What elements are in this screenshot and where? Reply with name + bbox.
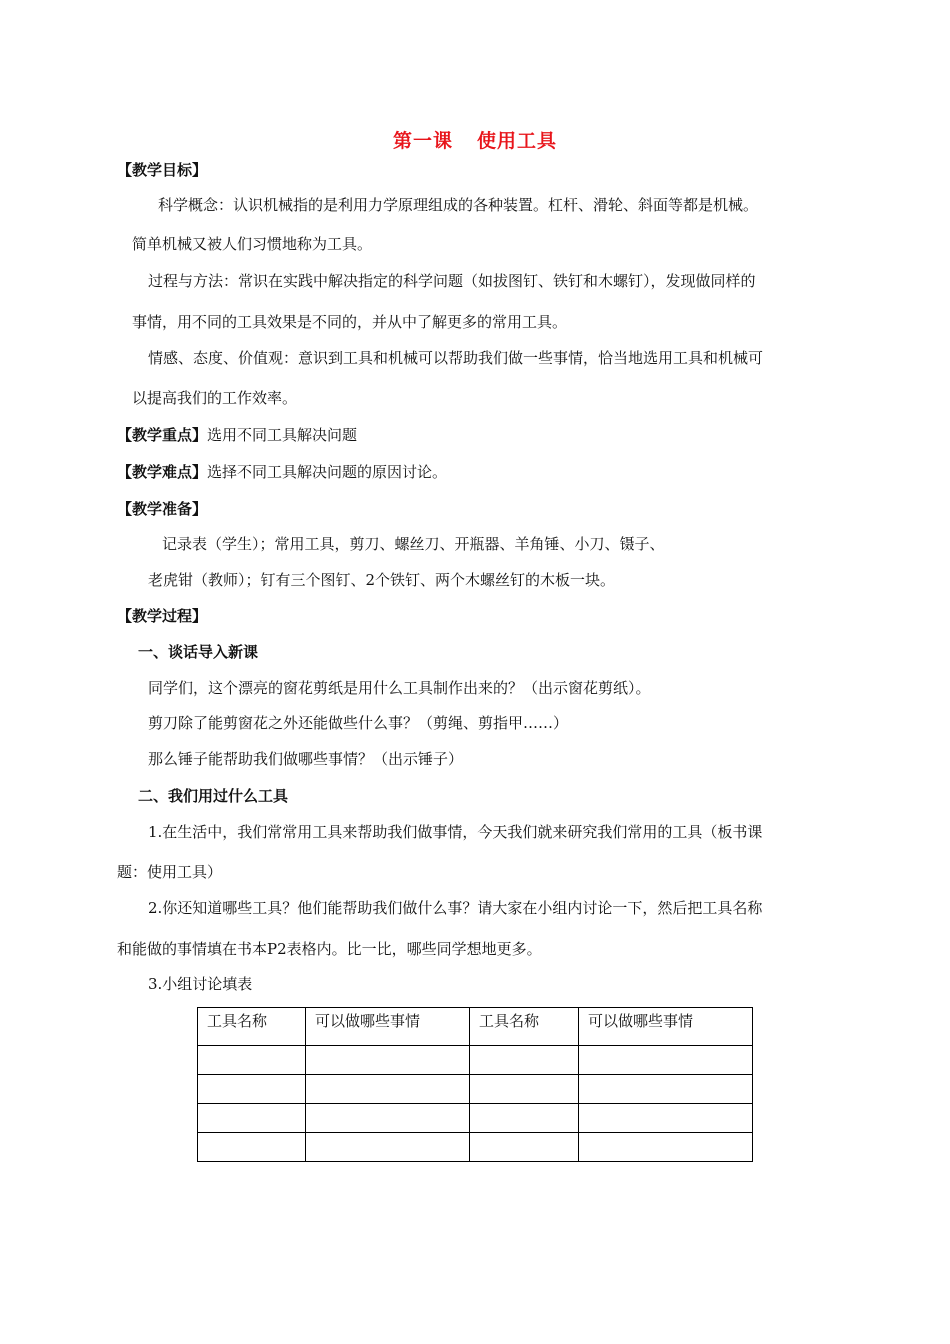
table-row bbox=[198, 1133, 753, 1162]
difficulty-header: 【教学难点】 bbox=[117, 463, 208, 481]
objectives-process-line2: 事情，用不同的工具效果是不同的，并从中了解更多的常用工具。 bbox=[132, 313, 568, 331]
section2-title: 二、我们用过什么工具 bbox=[138, 787, 289, 805]
section1-line1: 同学们，这个漂亮的窗花剪纸是用什么工具制作出来的？（出示窗花剪纸）。 bbox=[148, 679, 651, 697]
table-header-cell: 工具名称 bbox=[470, 1008, 579, 1046]
preparation-header: 【教学准备】 bbox=[117, 500, 208, 518]
lesson-title bbox=[0, 126, 950, 153]
key-point-text: 选用不同工具解决问题 bbox=[207, 426, 358, 444]
table-header-cell: 工具名称 bbox=[198, 1008, 306, 1046]
table-cell[interactable] bbox=[470, 1046, 579, 1075]
key-point bbox=[117, 425, 357, 445]
table-cell[interactable] bbox=[470, 1133, 579, 1162]
title-lesson-number: 第一课 bbox=[392, 130, 453, 152]
table-cell[interactable] bbox=[198, 1075, 306, 1104]
section2-item2-line1: 2.你还知道哪些工具？他们能帮助我们做什么事？请大家在小组内讨论一下，然后把工具名称 bbox=[148, 899, 763, 917]
objectives-process-line1: 过程与方法：常识在实践中解决指定的科学问题（如拔图钉、铁钉和木螺钉），发现做同样的 bbox=[148, 272, 756, 290]
preparation-line2: 老虎钳（教师）；钉有三个图钉、2个铁钉、两个木螺丝钉的木板一块。 bbox=[148, 571, 616, 589]
section2-item1-line1: 1.在生活中，我们常常用工具来帮助我们做事情，今天我们就来研究我们常用的工具（板书课 bbox=[148, 823, 763, 841]
title-lesson-name: 使用工具 bbox=[477, 130, 558, 152]
table-cell[interactable] bbox=[470, 1075, 579, 1104]
table-cell[interactable] bbox=[306, 1046, 470, 1075]
difficulty bbox=[117, 462, 447, 482]
table-cell[interactable] bbox=[579, 1075, 753, 1104]
objectives-header: 【教学目标】 bbox=[117, 161, 208, 179]
table-header-row bbox=[198, 1008, 753, 1046]
table-header-cell: 可以做哪些事情 bbox=[579, 1008, 753, 1046]
objectives-concept-line1: 科学概念：认识机械指的是利用力学原理组成的各种装置。杠杆、滑轮、斜面等都是机械。 bbox=[158, 196, 759, 214]
section2-item1-line2: 题：使用工具） bbox=[117, 863, 223, 881]
tools-table bbox=[197, 1007, 753, 1162]
section1-title: 一、谈话导入新课 bbox=[138, 643, 259, 661]
table-cell[interactable] bbox=[306, 1104, 470, 1133]
table-cell[interactable] bbox=[579, 1046, 753, 1075]
table-header-cell: 可以做哪些事情 bbox=[306, 1008, 470, 1046]
table-row bbox=[198, 1075, 753, 1104]
table-cell[interactable] bbox=[306, 1133, 470, 1162]
table-cell[interactable] bbox=[198, 1133, 306, 1162]
table-row bbox=[198, 1104, 753, 1133]
difficulty-text: 选择不同工具解决问题的原因讨论。 bbox=[207, 463, 448, 481]
table-cell[interactable] bbox=[198, 1104, 306, 1133]
section1-line3: 那么锤子能帮助我们做哪些事情？（出示锤子） bbox=[148, 750, 464, 768]
table-cell[interactable] bbox=[198, 1046, 306, 1075]
section1-line2: 剪刀除了能剪窗花之外还能做些什么事？（剪绳、剪指甲……） bbox=[148, 714, 569, 732]
key-point-header: 【教学重点】 bbox=[117, 426, 208, 444]
objectives-emotion-line1: 情感、态度、价值观：意识到工具和机械可以帮助我们做一些事情，恰当地选用工具和机械可 bbox=[148, 349, 764, 367]
section2-item3: 3.小组讨论填表 bbox=[148, 975, 253, 993]
section2-item2-line2: 和能做的事情填在书本P2表格内。比一比，哪些同学想地更多。 bbox=[117, 940, 542, 958]
process-header: 【教学过程】 bbox=[117, 607, 208, 625]
objectives-concept-line2: 简单机械又被人们习惯地称为工具。 bbox=[132, 235, 373, 253]
table-cell[interactable] bbox=[579, 1133, 753, 1162]
table-cell[interactable] bbox=[470, 1104, 579, 1133]
objectives-emotion-line2: 以提高我们的工作效率。 bbox=[132, 389, 298, 407]
preparation-line1: 记录表（学生）；常用工具，剪刀、螺丝刀、开瓶器、羊角锤、小刀、镊子、 bbox=[162, 535, 665, 553]
table-cell[interactable] bbox=[306, 1075, 470, 1104]
table-cell[interactable] bbox=[579, 1104, 753, 1133]
table-row bbox=[198, 1046, 753, 1075]
